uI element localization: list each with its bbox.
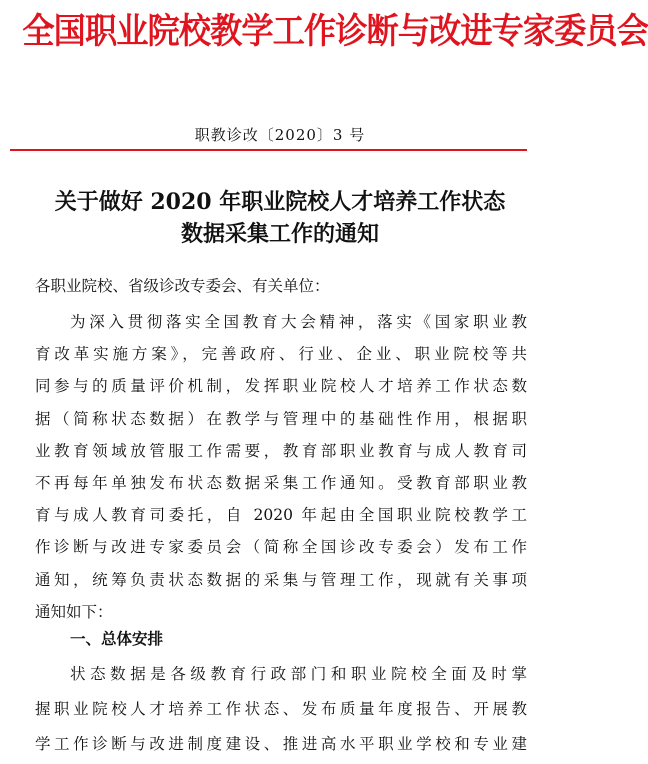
paragraph-line: 育改革实施方案》，完善政府、行业、企业、职业院校等共 bbox=[35, 345, 527, 364]
document-title-line-1: 关于做好 2020 年职业院校人才培养工作状态 bbox=[54, 189, 506, 215]
paragraph-line: 育与成人教育司委托，自 2020 年起由全国职业院校教学工 bbox=[35, 506, 527, 525]
paragraph-line: 业教育领域放管服工作需要，教育部职业教育与成人教育司 bbox=[35, 441, 527, 460]
document-title-line-2: 数据采集工作的通知 bbox=[180, 221, 379, 247]
section-heading-overall-arrangement: 一、总体安排 bbox=[70, 630, 164, 648]
document-title bbox=[0, 186, 560, 250]
paragraph-line: 据（简称状态数据）在教学与管理中的基础性作用，根据职 bbox=[35, 409, 527, 428]
organization-header: 全国职业院校教学工作诊断与改进专家委员会 bbox=[22, 11, 648, 52]
paragraph-line: 通知，统筹负责状态数据的采集与管理工作，现就有关事项 bbox=[35, 570, 527, 589]
paragraph-line: 为深入贯彻落实全国教育大会精神，落实《国家职业教 bbox=[70, 313, 527, 331]
paragraph-line: 通知如下： bbox=[35, 602, 113, 621]
section-line: 学工作诊断与改进制度建设、推进高水平职业学校和专业建 bbox=[35, 735, 527, 753]
section-line: 状态数据是各级教育行政部门和职业院校全面及时掌 bbox=[70, 665, 527, 683]
paragraph-line: 不再每年单独发布状态数据采集工作通知。受教育部职业教 bbox=[35, 474, 527, 492]
salutation: 各职业院校、省级诊改专委会、有关单位： bbox=[35, 277, 330, 295]
paragraph-line: 作诊断与改进专家委员会（简称全国诊改专委会）发布工作 bbox=[35, 538, 527, 557]
red-divider-line bbox=[10, 149, 527, 151]
section-line: 握职业院校人才培养工作状态、发布质量年度报告、开展教 bbox=[35, 700, 527, 718]
document-number: 职教诊改〔2020〕3 号 bbox=[194, 126, 366, 144]
paragraph-line: 同参与的质量评价机制，发挥职业院校人才培养工作状态数 bbox=[35, 377, 527, 396]
